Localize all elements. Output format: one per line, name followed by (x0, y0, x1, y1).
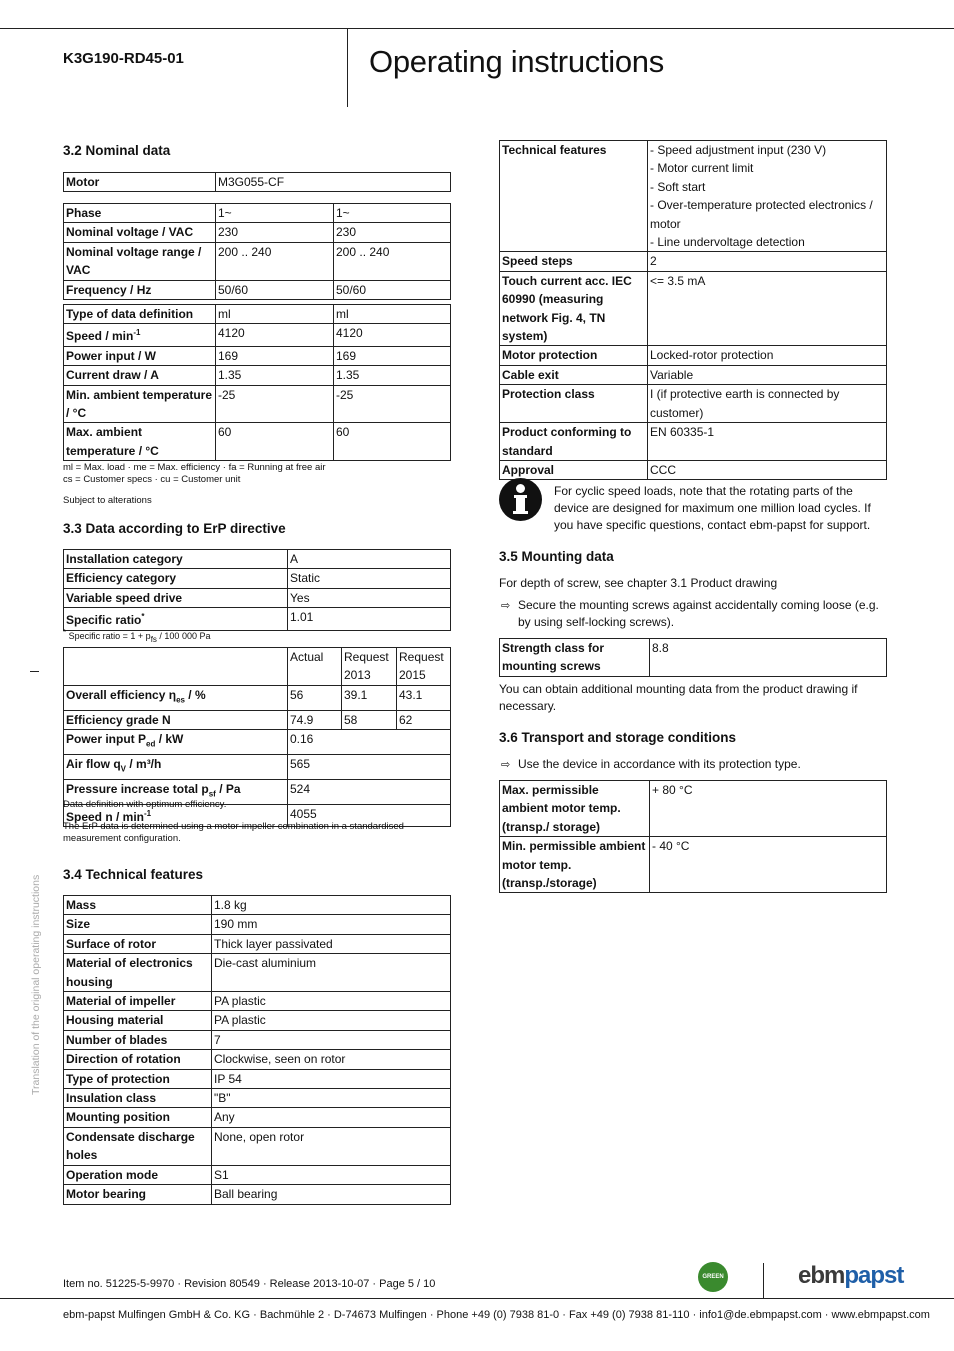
specific-ratio-label: Specific ratio (66, 613, 142, 628)
table-row (64, 223, 451, 242)
key-sub: sf (208, 789, 216, 799)
table-row (64, 1050, 451, 1069)
table-row (64, 1165, 451, 1184)
table-value: ml (216, 305, 334, 324)
table-row (64, 1030, 451, 1049)
table-row (64, 550, 451, 569)
table-key: Frequency / Hz (64, 280, 216, 299)
table-value: "B" (212, 1089, 451, 1108)
table-value: Any (212, 1108, 451, 1127)
speed-unit-sup: -1 (133, 328, 141, 338)
table-row (64, 346, 451, 365)
table-value: 8.8 (650, 639, 887, 677)
model-number: K3G190-RD45-01 (63, 50, 184, 67)
table-key: Current draw / A (64, 366, 216, 385)
table-value: 62 (397, 710, 451, 729)
table-row (64, 1089, 451, 1108)
table-value: 190 mm (212, 915, 451, 934)
transport-bullet: Use the device in accordance with its protection type. (518, 757, 801, 771)
table-value: None, open rotor (212, 1127, 451, 1165)
table-row (64, 1069, 451, 1088)
mounting-table (499, 638, 887, 677)
table-key: Insulation class (64, 1089, 212, 1108)
table-value: 4120 (334, 324, 451, 346)
key-sup: -1 (144, 808, 152, 818)
table-key: Touch current acc. IEC 60990 (measuring network Fig. 4, TN system) (500, 271, 648, 346)
table-row (64, 992, 451, 1011)
table-value: M3G055-CF (216, 173, 451, 192)
footer-rule (0, 1298, 954, 1299)
table-key: Motor protection (500, 346, 648, 365)
table-row (64, 896, 451, 915)
column-header: Actual (288, 648, 342, 686)
table-value: 1.35 (334, 366, 451, 385)
table-value: 169 (216, 346, 334, 365)
ratio-note-end: / 100 000 Pa (156, 631, 211, 641)
table-value: ml (334, 305, 451, 324)
table-value: PA plastic (212, 1011, 451, 1030)
table-value: 1~ (216, 204, 334, 223)
table-key: Max. permissible ambient motor temp. (transp./ storage) (500, 781, 650, 837)
key-text: Power input P (66, 732, 147, 747)
table-key: Motor bearing (64, 1185, 212, 1204)
table-value: S1 (212, 1165, 451, 1184)
key-sub: ed (146, 739, 156, 749)
table-key: Nominal voltage / VAC (64, 223, 216, 242)
motor-table (63, 172, 451, 192)
table-value: 1.01 (288, 608, 451, 630)
company-address: ebm-papst Mulfingen GmbH & Co. KG · Bachmühle 2 · D-74673 Mulfingen · Phone +49 (0) 7938 81-0 · Fax +49 (0) 7938 81-110 · info1@de.ebmpapst.com · www.ebmpapst.com (63, 1309, 930, 1321)
table-value: 169 (334, 346, 451, 365)
table-value: -25 (334, 385, 451, 423)
table-value: 43.1 (397, 686, 451, 711)
table-value: 60 (216, 423, 334, 461)
table-value: Thick layer passivated (212, 934, 451, 953)
legend-note-1: ml = Max. load · me = Max. efficiency · fa = Running at free air (63, 462, 326, 473)
table-value: - 40 °C (650, 837, 887, 893)
table-key: Type of protection (64, 1069, 212, 1088)
table-row (500, 252, 887, 271)
table-row (64, 1108, 451, 1127)
margin-mark (30, 671, 39, 672)
table-value: 4120 (216, 324, 334, 346)
table-value: CCC (648, 460, 887, 479)
table-row (64, 324, 451, 346)
table-key: Power input / W (64, 346, 216, 365)
section-heading-mounting: 3.5 Mounting data (499, 549, 614, 564)
table-key: Material of electronics housing (64, 954, 212, 992)
table-row (500, 365, 887, 384)
table-key: Surface of rotor (64, 934, 212, 953)
table-value: 60 (334, 423, 451, 461)
table-key: Nominal voltage range / VAC (64, 242, 216, 280)
table-key: Variable speed drive (64, 588, 288, 607)
key-sub: es (176, 695, 185, 705)
table-value: 1.8 kg (212, 896, 451, 915)
table-row (64, 915, 451, 934)
table-row (64, 173, 451, 192)
ratio-note: * Specific ratio = $1 + p_{fs} / 100$ 000 Pa (63, 628, 211, 644)
table-value: Die-cast aluminium (212, 954, 451, 992)
table-key: Direction of rotation (64, 1050, 212, 1069)
table-value: 50/60 (334, 280, 451, 299)
table-row (64, 954, 451, 992)
table-key: Mass (64, 896, 212, 915)
table-row (64, 686, 451, 711)
table-value: 4055 (288, 804, 451, 826)
table-row (64, 366, 451, 385)
transport-table (499, 780, 887, 893)
table-key (64, 755, 288, 780)
table-key: Size (64, 915, 212, 934)
table-row (64, 305, 451, 324)
table-value: 50/60 (216, 280, 334, 299)
table-key: Type of data definition (64, 305, 216, 324)
table-key: Condensate discharge holes (64, 1127, 212, 1165)
table-value: EN 60335-1 (648, 423, 887, 461)
table-key: Speed steps (500, 252, 648, 271)
table-key (64, 324, 216, 346)
column-header: Request 2013 (342, 648, 397, 686)
table-key: Efficiency category (64, 569, 288, 588)
table-row (500, 639, 887, 677)
table-value: 0.16 (288, 730, 451, 755)
table-value: 200 .. 240 (334, 242, 451, 280)
table-key: Strength class for mounting screws (500, 639, 650, 677)
table-value: 524 (288, 779, 451, 804)
table-row (500, 141, 887, 252)
key-unit: / Pa (215, 781, 241, 796)
key-unit: / m³/h (126, 757, 162, 771)
table-key: Material of impeller (64, 992, 212, 1011)
table-row (64, 569, 451, 588)
key-unit: / % (184, 688, 206, 702)
section-heading-erp: 3.3 Data according to ErP directive (63, 521, 286, 536)
table-value: 7 (212, 1030, 451, 1049)
mounting-paragraph: For depth of screw, see chapter 3.1 Product drawing (499, 576, 778, 590)
table-value: 1~ (334, 204, 451, 223)
table-value: 565 (288, 755, 451, 780)
table-value: 56 (288, 686, 342, 711)
table-key: Operation mode (64, 1165, 212, 1184)
table-corner (64, 648, 288, 686)
table-value: 74.9 (288, 710, 342, 729)
table-key: Phase (64, 204, 216, 223)
table-row (64, 385, 451, 423)
table-row (500, 423, 887, 461)
logo-part-papst: papst (844, 1262, 904, 1289)
table-key: Min. ambient temperature / °C (64, 385, 216, 423)
table-value: Static (288, 569, 451, 588)
table-row (500, 346, 887, 365)
table-key: Cable exit (500, 365, 648, 384)
table-row (500, 781, 887, 837)
nominal-table-2 (63, 304, 451, 461)
table-value: Yes (288, 588, 451, 607)
ratio-note-sub: fs (150, 634, 157, 644)
table-value: 200 .. 240 (216, 242, 334, 280)
table-row (64, 1185, 451, 1204)
key-text: Pressure increase total p (66, 781, 209, 796)
table-key: Max. ambient temperature / °C (64, 423, 216, 461)
table-row (64, 710, 451, 729)
table-value: - Speed adjustment input (230 V) - Motor current limit - Soft start - Over-temperature protected electronics / motor - Line undervoltage detection (648, 141, 887, 252)
table-row (64, 1011, 451, 1030)
column-header: Request 2015 (397, 648, 451, 686)
table-row (500, 837, 887, 893)
data-definition-note: Data definition with optimum efficiency. (63, 799, 227, 810)
table-row (500, 460, 887, 479)
table-row (64, 755, 451, 780)
key-text: Air flow q (66, 757, 121, 771)
table-value: 58 (342, 710, 397, 729)
table-value: 39.1 (342, 686, 397, 711)
side-caption: Translation of the original operating instructions (30, 874, 42, 1095)
table-value: PA plastic (212, 992, 451, 1011)
alterations-note: Subject to alterations (63, 495, 152, 506)
table-key (64, 686, 288, 711)
table-row (64, 1127, 451, 1165)
table-value: I (if protective earth is connected by customer) (648, 385, 887, 423)
table-row (64, 423, 451, 461)
table-key: Approval (500, 460, 648, 479)
table-value: Ball bearing (212, 1185, 451, 1204)
table-key: Min. permissible ambient motor temp. (transp./storage) (500, 837, 650, 893)
table-row (64, 280, 451, 299)
table-key: Efficiency grade N (64, 710, 288, 729)
table-row (64, 934, 451, 953)
table-row (64, 204, 451, 223)
table-value: 230 (216, 223, 334, 242)
info-icon (499, 478, 542, 521)
table-key: Mounting position (64, 1108, 212, 1127)
section-heading-transport: 3.6 Transport and storage conditions (499, 730, 737, 745)
table-key: Protection class (500, 385, 648, 423)
erp-category-table (63, 549, 451, 631)
erp-note: The ErP data is determined using a motor-impeller combination in a standardised measurement configuration. (63, 821, 404, 844)
table-value: Locked-rotor protection (648, 346, 887, 365)
table-value: 230 (334, 223, 451, 242)
table-key: Technical features (500, 141, 648, 252)
table-value: -25 (216, 385, 334, 423)
table-row (64, 588, 451, 607)
technical-features-table (63, 895, 451, 1205)
table-row (500, 271, 887, 346)
table-value: IP 54 (212, 1069, 451, 1088)
table-header-row (64, 648, 451, 686)
logo-part-ebm: ebm (798, 1262, 845, 1289)
table-row (500, 385, 887, 423)
technical-features-right-table (499, 140, 887, 480)
nominal-table-1 (63, 203, 451, 300)
table-row (64, 242, 451, 280)
key-unit: / kW (155, 732, 184, 747)
logo-divider (763, 1263, 764, 1299)
table-value: A (288, 550, 451, 569)
arrow-bullet-icon: ⇨ (501, 759, 511, 771)
table-value: 1.35 (216, 366, 334, 385)
key-text: Speed n / min (66, 809, 145, 824)
table-value: <= 3.5 mA (648, 271, 887, 346)
section-heading-technical: 3.4 Technical features (63, 867, 204, 882)
table-key: Installation category (64, 550, 288, 569)
legend-note-2: cs = Customer specs · cu = Customer unit (63, 474, 241, 485)
table-key: Product conforming to standard (500, 423, 648, 461)
table-key: Motor (64, 173, 216, 192)
table-key: Number of blades (64, 1030, 212, 1049)
greentech-badge-icon: GREEN TECH (698, 1262, 728, 1292)
arrow-bullet-icon: ⇨ (501, 600, 511, 612)
table-value: Variable (648, 365, 887, 384)
table-value: 2 (648, 252, 887, 271)
table-value: + 80 °C (650, 781, 887, 837)
table-key: Specific ratio* (64, 608, 288, 630)
ratio-note-text: Specific ratio = 1 + p (68, 631, 151, 641)
header-divider (347, 28, 348, 107)
mounting-additional: You can obtain additional mounting data from the product drawing if necessary. (499, 682, 858, 713)
info-note: For cyclic speed loads, note that the rotating parts of the device are designed for maximum one million load cycles. If you have specific questions, contact ebm-papst for support. (554, 484, 871, 532)
page-title: Operating instructions (369, 44, 664, 79)
key-text: Overall efficiency η (66, 688, 177, 702)
header-rule (0, 28, 954, 29)
section-heading-nominal: 3.2 Nominal data (63, 143, 171, 158)
table-value: Clockwise, seen on rotor (212, 1050, 451, 1069)
table-key (64, 730, 288, 755)
mounting-bullet: Secure the mounting screws against accidentally coming loose (e.g. by using self-locking screws). (518, 598, 879, 629)
key-sub: V (120, 764, 127, 774)
table-row (64, 730, 451, 755)
item-revision-info: Item no. 51225-5-9970 · Revision 80549 · Release 2013-10-07 · Page 5 / 10 (63, 1278, 436, 1290)
ebmpapst-logo (798, 1262, 903, 1290)
speed-label: Speed / min (66, 329, 134, 344)
table-key: Housing material (64, 1011, 212, 1030)
